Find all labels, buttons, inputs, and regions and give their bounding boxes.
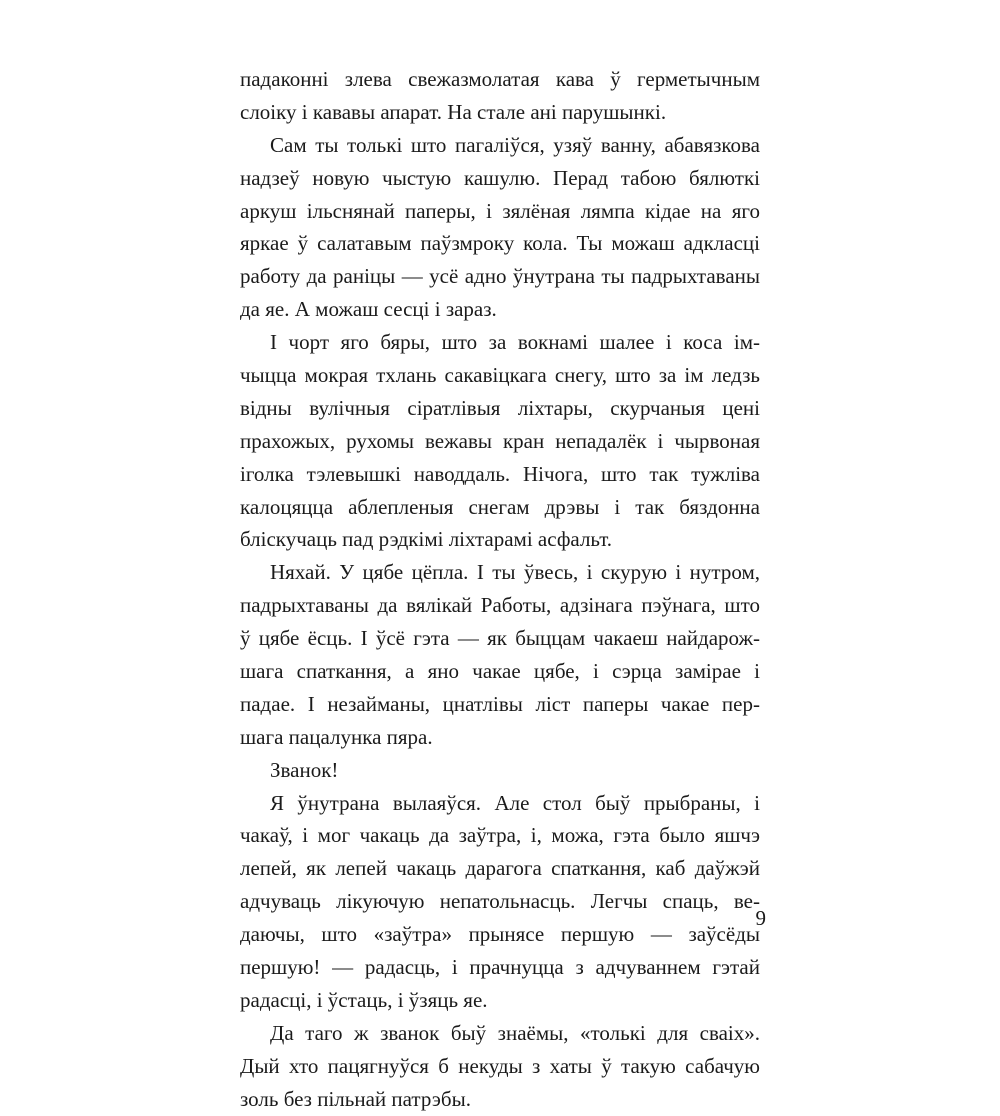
text-line: падае. І незайманы, цнатлівы ліст паперы чакае пер- bbox=[240, 691, 760, 716]
text-line: Дый хто пацягнуўся б некуды з хаты ў такую сабачую bbox=[240, 1053, 760, 1078]
text-line: калоцяцца аблепленыя снегам дрэвы і так бяздонна bbox=[240, 494, 760, 519]
paragraph bbox=[240, 787, 760, 1017]
text-line: падрыхтаваны да вялікай Работы, адзінага пэўнага, што bbox=[240, 593, 760, 618]
body-text bbox=[240, 63, 760, 1116]
text-line: чыцца мокрая тхлань сакавіцкага снегу, што за ім ледзь bbox=[240, 363, 760, 388]
text-line: да яе. А можаш сесці і зараз. bbox=[240, 297, 497, 322]
text-line: шага спаткання, а яно чакае цябе, і сэрца замірае і bbox=[240, 659, 760, 684]
text-line: слоіку і кававы апарат. На стале ані парушынкі. bbox=[240, 99, 667, 124]
text-line: падаконні злева свежазмолатая кава ў герметычным bbox=[240, 67, 760, 91]
text-line: яркае ў салатавым паўзмроку кола. Ты можаш адкласці bbox=[240, 231, 760, 256]
text-line: іголка тэлевышкі наводдаль. Нічога, што так тужліва bbox=[240, 461, 760, 486]
text-line: І чорт яго бяры, што за вокнамі шалее і коса ім- bbox=[270, 330, 760, 355]
text-line: відны вулічныя сіратлівыя ліхтары, скурчаныя цені bbox=[240, 395, 760, 420]
page-number: 9 bbox=[755, 906, 766, 930]
paragraph bbox=[240, 63, 760, 129]
text-line: ў цябе ёсць. І ўсё гэта — як быццам чакаеш найдарож- bbox=[240, 626, 760, 651]
text-line: даючы, што «заўтра» прынясе першую — заўсёды bbox=[240, 922, 760, 947]
text-line: Да таго ж званок быў знаёмы, «толькі для сваіх». bbox=[270, 1020, 760, 1045]
text-line: Няхай. У цябе цёпла. І ты ўвесь, і скурую і нутром, bbox=[270, 560, 760, 585]
text-line: лепей, як лепей чакаць дарагога спаткання, каб даўжэй bbox=[240, 856, 760, 881]
paragraph bbox=[240, 556, 760, 753]
text-line: чакаў, і мог чакаць да заўтра, і, можа, гэта было яшчэ bbox=[240, 823, 760, 848]
paragraph bbox=[240, 1017, 760, 1116]
text-line: радасці, і ўстаць, і ўзяць яе. bbox=[240, 987, 488, 1012]
text-line: Званок! bbox=[270, 757, 339, 782]
text-line: першую! — радасць, і прачнуцца з адчуваннем гэтай bbox=[240, 955, 760, 980]
text-line: шага пацалунка пяра. bbox=[240, 724, 433, 749]
text-line: Сам ты толькі што пагаліўся, узяў ванну, абавязкова bbox=[270, 132, 760, 157]
paragraph bbox=[240, 754, 760, 787]
text-line: золь без пільнай патрэбы. bbox=[240, 1086, 471, 1111]
text-line: бліскучаць пад рэдкімі ліхтарамі асфальт. bbox=[240, 527, 613, 552]
paragraph bbox=[240, 129, 760, 326]
text-line: надзеў новую чыстую кашулю. Перад табою бялюткі bbox=[240, 165, 760, 190]
text-line: Я ўнутрана вылаяўся. Але стол быў прыбраны, і bbox=[270, 790, 760, 815]
text-line: адчуваць лікуючую непатольнасць. Легчы спаць, ве- bbox=[240, 889, 760, 914]
text-line: работу да раніцы — усё адно ўнутрана ты падрыхтаваны bbox=[240, 264, 760, 289]
text-line: аркуш ільснянай паперы, і зялёная лямпа кідае на яго bbox=[240, 198, 760, 223]
text-line: прахожых, рухомы вежавы кран непадалёк і чырвоная bbox=[240, 428, 760, 453]
paragraph bbox=[240, 326, 760, 556]
